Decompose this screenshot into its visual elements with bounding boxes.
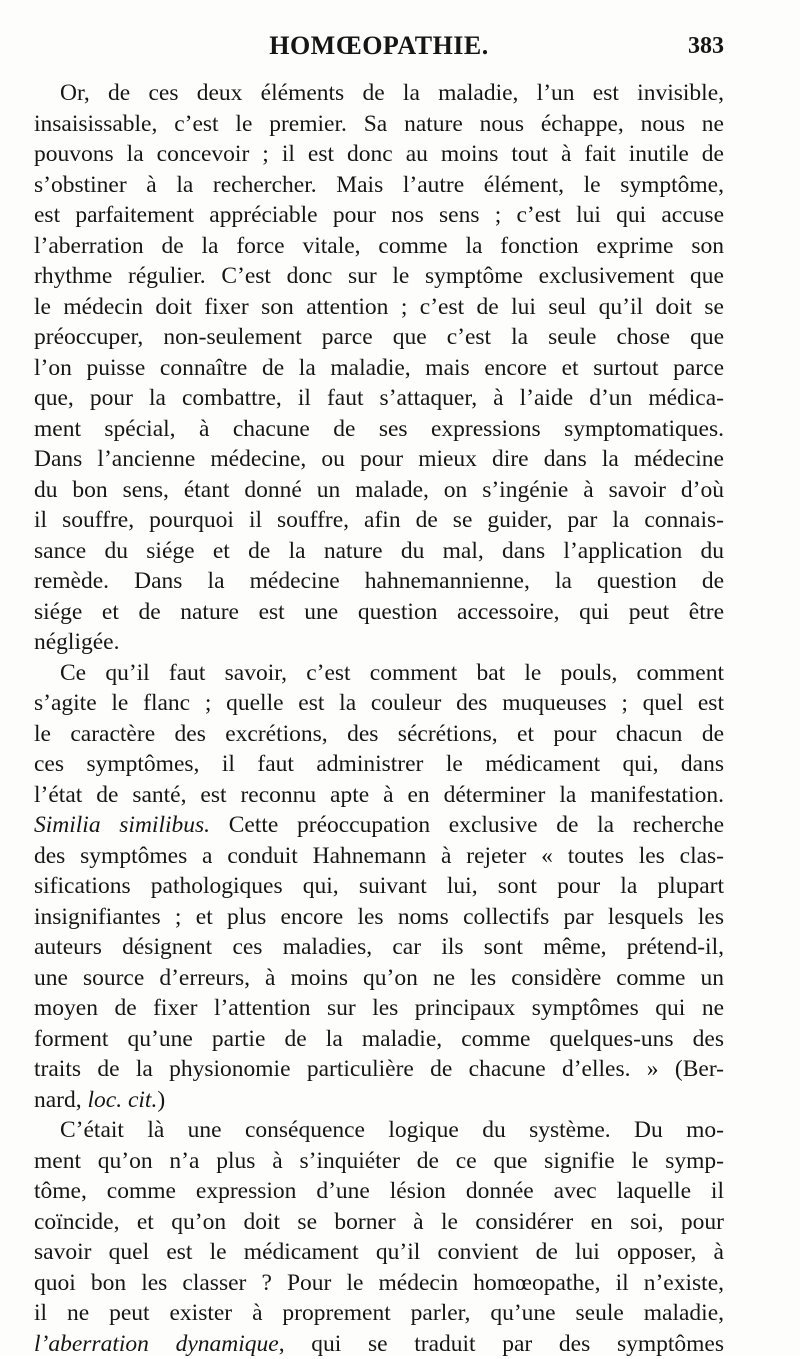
text-line: l’on puisse connaître de la maladie, mais encore et surtout parce xyxy=(34,353,724,384)
text-line: préoccuper, non-seulement parce que c’est la seule chose que xyxy=(34,322,724,353)
text-line: siége et de nature est une question accessoire, qui peut être xyxy=(34,597,724,628)
text-line-similia xyxy=(34,810,724,841)
text-line: le médecin doit fixer son attention ; c’est de lui seul qu’il doit se xyxy=(34,292,724,323)
text-line: pouvons la concevoir ; il est donc au moins tout à fait inutile de xyxy=(34,139,724,170)
text-line: est parfaitement appréciable pour nos sens ; c’est lui qui accuse xyxy=(34,200,724,231)
text-fragment: , qui se traduit par des symptômes xyxy=(279,1331,724,1357)
text-line: auteurs désignent ces maladies, car ils sont même, prétend-il, xyxy=(34,932,724,963)
text-line: C’était là une conséquence logique du système. Du mo- xyxy=(34,1115,724,1146)
text-line: quoi bon les classer ? Pour le médecin homœopathe, il n’existe, xyxy=(34,1268,724,1299)
text-line: savoir quel est le médicament qu’il convient de lui opposer, à xyxy=(34,1237,724,1268)
text-line: sance du siége et de la nature du mal, dans l’application du xyxy=(34,536,724,567)
text-line: Or, de ces deux éléments de la maladie, l’un est invisible, xyxy=(34,78,724,109)
text-line-citation xyxy=(34,1085,724,1116)
text-line: insignifiantes ; et plus encore les noms collectifs par lesquels les xyxy=(34,902,724,933)
text-line: forment qu’une partie de la maladie, comme quelques-uns des xyxy=(34,1024,724,1055)
text-line: Dans l’ancienne médecine, ou pour mieux dire dans la médecine xyxy=(34,444,724,475)
text-line: insaisissable, c’est le premier. Sa nature nous échappe, nous ne xyxy=(34,109,724,140)
text-line: le caractère des excrétions, des sécrétions, et pour chacun de xyxy=(34,719,724,750)
text-line: Ce qu’il faut savoir, c’est comment bat le pouls, comment xyxy=(34,658,724,689)
text-line-aberration xyxy=(34,1329,724,1359)
text-line: sifications pathologiques qui, suivant lui, sont pour la plupart xyxy=(34,871,724,902)
text-line: s’agite le flanc ; quelle est la couleur des muqueuses ; quel est xyxy=(34,688,724,719)
text-line: ces symptômes, il faut administrer le médicament qui, dans xyxy=(34,749,724,780)
page-number: 383 xyxy=(688,28,724,64)
text-line: que, pour la combattre, il faut s’attaquer, à l’aide d’un médica- xyxy=(34,383,724,414)
text-line: remède. Dans la médecine hahnemannienne, la question de xyxy=(34,566,724,597)
text-line: du bon sens, étant donné un malade, on s’ingénie à savoir d’où xyxy=(34,475,724,506)
text-line: il souffre, pourquoi il souffre, afin de se guider, par la connais- xyxy=(34,505,724,536)
text-fragment: Cette préoccupation exclusive de la recherche xyxy=(229,812,724,838)
italic-loc-cit: loc. cit. xyxy=(88,1087,158,1113)
text-line: l’aberration de la force vitale, comme la fonction exprime son xyxy=(34,231,724,262)
text-line: s’obstiner à la rechercher. Mais l’autre élément, le symptôme, xyxy=(34,170,724,201)
text-line: des symptômes a conduit Hahnemann à rejeter « toutes les clas- xyxy=(34,841,724,872)
text-line: ment qu’on n’a plus à s’inquiéter de ce que signifie le symp- xyxy=(34,1146,724,1177)
text-line: traits de la physionomie particulière de chacune d’elles. » (Ber- xyxy=(34,1054,724,1085)
text-line: rhythme régulier. C’est donc sur le symptôme exclusivement que xyxy=(34,261,724,292)
text-fragment: nard, xyxy=(34,1087,88,1113)
text-line: il ne peut exister à proprement parler, qu’une seule maladie, xyxy=(34,1298,724,1329)
body-text xyxy=(34,78,724,1359)
italic-aberration: l’aberration dynamique xyxy=(34,1331,279,1357)
closing-paren: ) xyxy=(157,1087,165,1113)
running-head xyxy=(34,28,724,64)
text-line: l’état de santé, est reconnu apte à en déterminer la manifestation. xyxy=(34,780,724,811)
text-line: moyen de fixer l’attention sur les principaux symptômes qui ne xyxy=(34,993,724,1024)
running-title: HOMŒOPATHIE. xyxy=(34,28,724,64)
text-line: une source d’erreurs, à moins qu’on ne les considère comme un xyxy=(34,963,724,994)
text-line: ment spécial, à chacune de ses expressions symptomatiques. xyxy=(34,414,724,445)
text-line: coïncide, et qu’on doit se borner à le considérer en soi, pour xyxy=(34,1207,724,1238)
text-line: négligée. xyxy=(34,627,724,658)
italic-similia: Similia similibus. xyxy=(34,812,210,838)
text-line: tôme, comme expression d’une lésion donnée avec laquelle il xyxy=(34,1176,724,1207)
